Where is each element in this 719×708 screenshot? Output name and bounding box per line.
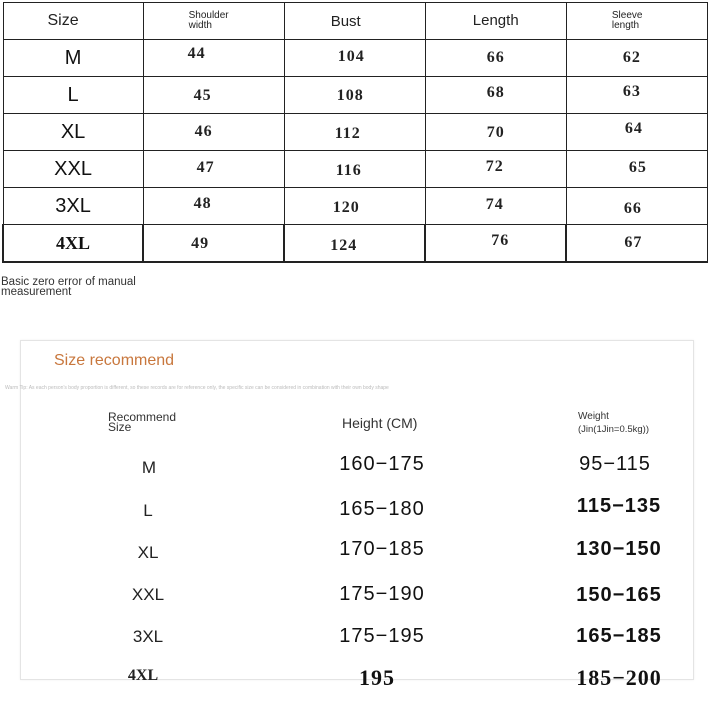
- bust-value: 108: [284, 77, 425, 114]
- recommend-size-label: XL: [137, 543, 159, 562]
- sleeve-value: 64: [566, 114, 707, 151]
- size-label: 4XL: [3, 225, 143, 263]
- length-value: 68: [425, 77, 566, 114]
- shoulder-value: 46: [143, 114, 284, 151]
- weight-range: 185−200: [576, 665, 662, 690]
- header-weight-unit: (Jin(1Jin=0.5kg)): [578, 424, 650, 435]
- shoulder-value: 45: [143, 77, 284, 114]
- weight-range: 115−135: [576, 495, 662, 517]
- length-value: 76: [425, 225, 566, 263]
- header-height: Height (CM): [342, 415, 418, 431]
- length-value: 72: [425, 151, 566, 188]
- size-recommend-panel: [5, 340, 694, 690]
- sleeve-value: 62: [566, 40, 707, 77]
- size-chart-row: [3, 114, 708, 151]
- bust-value: 116: [284, 151, 425, 188]
- header-shoulder-width: Shoulder width: [143, 3, 284, 40]
- sleeve-value: 65: [566, 151, 707, 188]
- shoulder-value: 48: [143, 188, 284, 225]
- size-chart-table: [2, 2, 708, 263]
- shoulder-value: 49: [143, 225, 284, 263]
- weight-range: 150−165: [576, 584, 662, 606]
- size-label: M: [3, 40, 143, 77]
- header-recommend-size: Recommend Size: [108, 410, 177, 434]
- height-range: 175−190: [339, 583, 425, 605]
- recommend-size-label: XXL: [131, 585, 165, 604]
- header-sleeve-length: Sleeve length: [566, 3, 707, 40]
- height-range: 165−180: [339, 498, 425, 520]
- recommend-size-label: 4XL: [127, 667, 159, 684]
- size-chart-row: [3, 40, 708, 77]
- height-range: 160−175: [339, 453, 425, 475]
- height-range: 195: [359, 665, 395, 690]
- measurement-note: Basic zero error of manual measurement: [1, 276, 136, 298]
- size-label: 3XL: [3, 188, 143, 225]
- header-bust: Bust: [284, 3, 425, 40]
- recommend-size-label: 3XL: [132, 627, 164, 646]
- size-chart-row: [3, 77, 708, 114]
- recommend-size-label: L: [143, 501, 153, 520]
- weight-range: 95−115: [579, 453, 651, 475]
- bust-value: 124: [284, 225, 425, 263]
- bust-value: 112: [284, 114, 425, 151]
- length-value: 74: [425, 188, 566, 225]
- length-value: 70: [425, 114, 566, 151]
- size-chart-header-row: [3, 3, 708, 40]
- sleeve-value: 63: [566, 77, 707, 114]
- bust-value: 104: [284, 40, 425, 77]
- shoulder-value: 44: [143, 40, 284, 77]
- weight-range: 130−150: [576, 538, 662, 560]
- panel-title: Size recommend: [54, 352, 175, 369]
- weight-range: 165−185: [576, 625, 662, 647]
- size-chart-row: [3, 151, 708, 188]
- header-weight: Weight: [578, 411, 609, 422]
- size-label: L: [3, 77, 143, 114]
- warm-tip: Warm Tip: As each person's body proportion is different, so these records are for reference only, the specific size can be considered in combination with their own body shape: [5, 385, 389, 391]
- size-label: XXL: [3, 151, 143, 188]
- height-range: 175−195: [339, 625, 425, 647]
- recommend-size-label: M: [141, 458, 157, 477]
- size-label: XL: [3, 114, 143, 151]
- length-value: 66: [425, 40, 566, 77]
- sleeve-value: 67: [566, 225, 707, 263]
- height-range: 170−185: [339, 538, 425, 560]
- size-chart-row: [3, 188, 708, 225]
- header-length: Length: [425, 3, 566, 40]
- size-chart-row: [3, 225, 708, 263]
- header-size: Size: [3, 3, 143, 40]
- bust-value: 120: [284, 188, 425, 225]
- shoulder-value: 47: [143, 151, 284, 188]
- sleeve-value: 66: [566, 188, 707, 225]
